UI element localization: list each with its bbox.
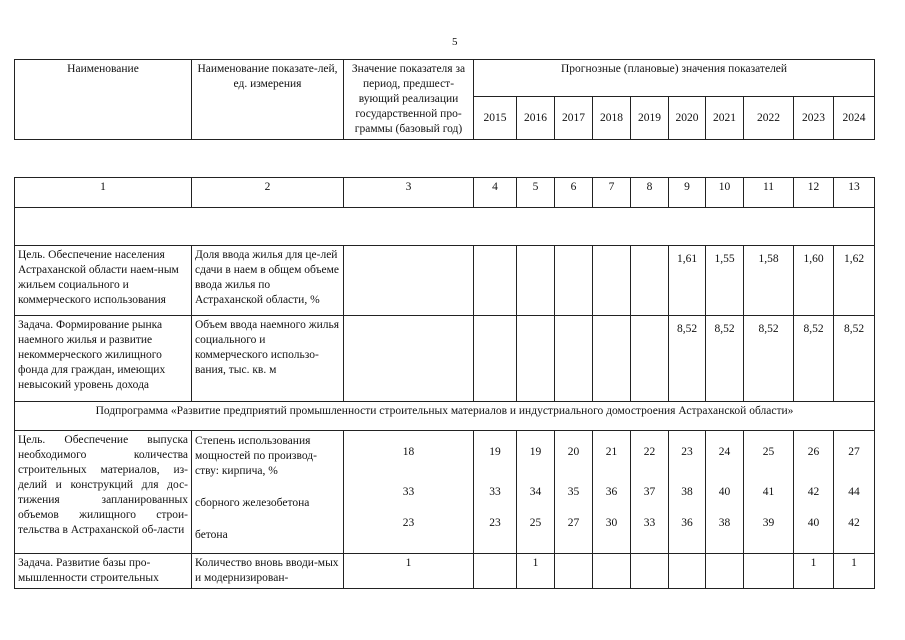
- row-value-group: [474, 431, 517, 554]
- row-value-group: [555, 431, 593, 554]
- column-number: 8: [631, 178, 669, 208]
- row-value: [593, 246, 631, 316]
- row-indicator-group: [192, 431, 344, 554]
- year-header: 2015: [474, 97, 517, 140]
- row-value: [555, 554, 593, 589]
- row-value: [593, 554, 631, 589]
- row-value: 25: [529, 517, 542, 529]
- row-value-group: [706, 431, 744, 554]
- row-value: [706, 554, 744, 589]
- row-value: 33: [643, 517, 656, 529]
- row-value: 35: [567, 486, 580, 498]
- row-base: [344, 246, 474, 316]
- header-indicator: Наименование показате-лей, ед. измерения: [192, 60, 344, 140]
- row-value: [474, 554, 517, 589]
- blank-section-row: [15, 208, 875, 246]
- row-value: 8,52: [834, 316, 875, 402]
- column-number: 10: [706, 178, 744, 208]
- table-row: [15, 554, 875, 589]
- row-base: 1: [344, 554, 474, 589]
- column-number: 11: [744, 178, 794, 208]
- row-value: 24: [718, 446, 731, 458]
- row-value-group: [744, 431, 794, 554]
- row-value: [631, 316, 669, 402]
- row-value: 1,61: [669, 246, 706, 316]
- row-value: 40: [807, 517, 820, 529]
- table-row: [15, 316, 875, 402]
- row-value: 39: [762, 517, 775, 529]
- column-number: 12: [794, 178, 834, 208]
- column-number: 6: [555, 178, 593, 208]
- row-value: 30: [605, 517, 618, 529]
- row-value: [517, 316, 555, 402]
- row-value: 8,52: [706, 316, 744, 402]
- year-header: 2018: [593, 97, 631, 140]
- row-name: Цель. Обеспечение выпуска необходимого количества строительных материалов, из-делий и конструкций для дос-тижения запланированных объемов жилищного строи-тельства в Астраханской об-ласти: [15, 431, 192, 554]
- row-value: 42: [807, 486, 820, 498]
- row-value: [517, 246, 555, 316]
- row-base: 23: [402, 517, 415, 529]
- row-indicator: бетона: [195, 529, 228, 541]
- row-value: [474, 316, 517, 402]
- subprogram-title: Подпрограмма «Развитие предприятий промышленности строительных материалов и индустриального домостроения Астраханской области»: [15, 402, 875, 431]
- row-value: [669, 554, 706, 589]
- page-number: 5: [452, 36, 458, 48]
- table-row: [15, 246, 875, 316]
- row-indicator: Степень использования мощностей по производ-ству: кирпича, %: [195, 435, 317, 477]
- table-header-row: [15, 60, 875, 97]
- header-name: Наименование: [15, 60, 192, 140]
- blank-cell: [15, 208, 875, 246]
- row-value: 20: [567, 446, 580, 458]
- row-value: 26: [807, 446, 820, 458]
- column-number: 7: [593, 178, 631, 208]
- row-value: 8,52: [794, 316, 834, 402]
- row-value: 37: [643, 486, 656, 498]
- row-value-group: [593, 431, 631, 554]
- row-value-group: [669, 431, 706, 554]
- row-value: 36: [681, 517, 693, 529]
- row-base: 18: [402, 446, 415, 458]
- row-value: 38: [681, 486, 693, 498]
- column-number: 2: [192, 178, 344, 208]
- row-value: 1,55: [706, 246, 744, 316]
- row-base: 33: [402, 486, 415, 498]
- row-value: 1,58: [744, 246, 794, 316]
- row-value: [744, 554, 794, 589]
- header-forecast: Прогнозные (плановые) значения показателей: [474, 60, 875, 97]
- row-value: 23: [489, 517, 501, 529]
- table-row: [15, 431, 875, 554]
- year-header: 2020: [669, 97, 706, 140]
- row-value: 1,62: [834, 246, 875, 316]
- row-value: 23: [681, 446, 693, 458]
- row-value-group: [631, 431, 669, 554]
- row-name: Задача. Развитие базы про-мышленности строительных: [15, 554, 192, 589]
- row-value: [555, 246, 593, 316]
- column-number: 9: [669, 178, 706, 208]
- row-value-group: [834, 431, 875, 554]
- row-value: 19: [489, 446, 501, 458]
- year-header: 2016: [517, 97, 555, 140]
- row-value: 40: [718, 486, 731, 498]
- row-value: 33: [489, 486, 501, 498]
- year-header: 2021: [706, 97, 744, 140]
- year-header: 2023: [794, 97, 834, 140]
- row-value-group: [517, 431, 555, 554]
- row-base: [344, 316, 474, 402]
- subprogram-row: [15, 402, 875, 431]
- row-value: 1: [794, 554, 834, 589]
- row-value: 1,60: [794, 246, 834, 316]
- row-value: 1: [834, 554, 875, 589]
- column-number: 3: [344, 178, 474, 208]
- row-value: 36: [605, 486, 618, 498]
- row-base-group: [344, 431, 474, 554]
- column-number: 4: [474, 178, 517, 208]
- row-value: 21: [605, 446, 618, 458]
- row-value: [474, 246, 517, 316]
- row-value: 19: [529, 446, 542, 458]
- row-name: Задача. Формирование рынка наемного жилья и развитие некоммерческого жилищного фонда для граждан, имеющих невысокий уровень дохода: [15, 316, 192, 402]
- row-value: [631, 246, 669, 316]
- row-value: [631, 554, 669, 589]
- year-header: 2022: [744, 97, 794, 140]
- row-indicator: Количество вновь вводи-мых и модернизирован-: [192, 554, 344, 589]
- column-number: 1: [15, 178, 192, 208]
- row-value: [555, 316, 593, 402]
- column-number-row: [15, 178, 875, 208]
- row-value: 22: [643, 446, 656, 458]
- row-value: 25: [762, 446, 775, 458]
- row-value: 8,52: [744, 316, 794, 402]
- row-value: 34: [529, 486, 542, 498]
- row-value: 27: [567, 517, 580, 529]
- row-value: 44: [848, 486, 860, 498]
- year-header: 2017: [555, 97, 593, 140]
- row-indicator: Доля ввода жилья для це-лей сдачи в наем в общем объеме ввода жилья по Астраханской области, %: [192, 246, 344, 316]
- row-indicator: сборного железобетона: [195, 497, 310, 509]
- row-value: 42: [848, 517, 860, 529]
- row-name: Цель. Обеспечение населения Астраханской области наем-ным жильем социального и коммерческого использования: [15, 246, 192, 316]
- row-value: 1: [517, 554, 555, 589]
- year-header: 2019: [631, 97, 669, 140]
- row-value: 38: [718, 517, 731, 529]
- header-base-value: Значение показателя за период, предшест-вующий реализации государственной про-граммы (базовый год): [344, 60, 474, 140]
- row-indicator: Объем ввода наемного жилья социального и коммерческого использо-вания, тыс. кв. м: [192, 316, 344, 402]
- year-header: 2024: [834, 97, 875, 140]
- row-value: [593, 316, 631, 402]
- row-value: 27: [848, 446, 860, 458]
- column-number: 13: [834, 178, 875, 208]
- row-value-group: [794, 431, 834, 554]
- row-value: 41: [762, 486, 775, 498]
- row-value: 8,52: [669, 316, 706, 402]
- indicators-table: [14, 59, 875, 589]
- column-number: 5: [517, 178, 555, 208]
